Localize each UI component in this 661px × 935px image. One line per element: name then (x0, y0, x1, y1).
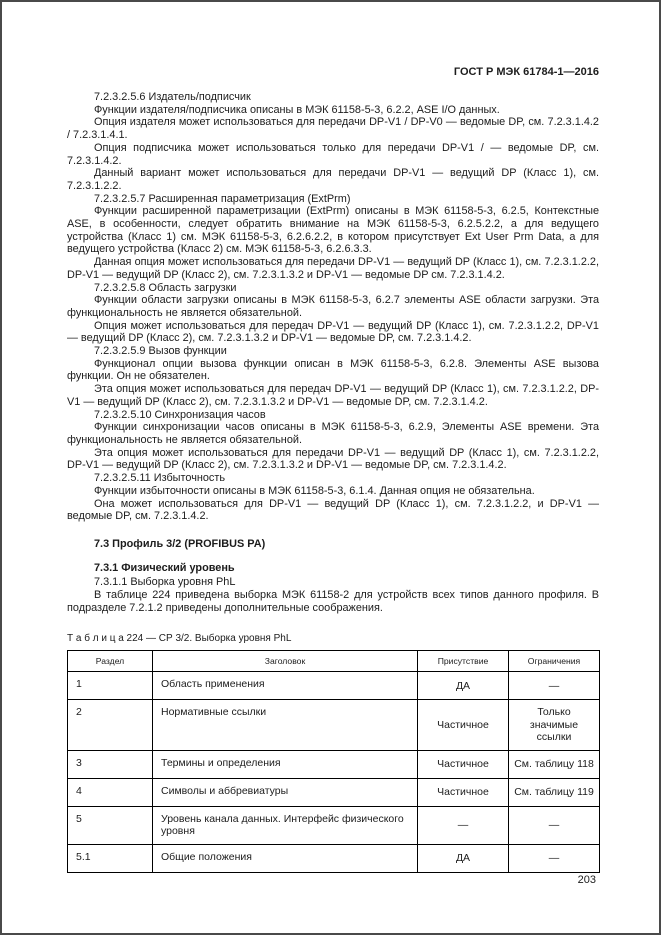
table-cell: См. таблицу 119 (509, 778, 600, 806)
table-header-cell: Ограничения (509, 651, 600, 672)
table-cell: ДА (418, 844, 509, 872)
paragraph: Функции расширенной параметризации (ExtPrm) описаны в МЭК 61158-5-3, 6.2.5, Контекстные ASE, в особенности, следует обратить внимание на МЭК 61158-5-3, 6.2.5.2.2, а для ведущего устройства (Класс 1) см. МЭК 61158-5-3, 6.2.6.2.2, в котором присутствует Ext User Prm Data, а для ведущего устройства (Класс 2) см. МЭК 61158-5-3, 6.2.6.3.3. (67, 205, 599, 256)
paragraph: Опция подписчика может использоваться только для передачи DP-V1 / — ведомые DP, см. 7.2.3.1.4.2. (67, 141, 599, 167)
table-cell: Частичное (418, 750, 509, 778)
table-cell: Уровень канала данных. Интерфейс физического уровня (153, 806, 418, 844)
paragraph: Функции синхронизации часов описаны в МЭК 61158-5-3, 6.2.9, Элементы ASE времени. Эта функциональность не является обязательной. (67, 421, 599, 446)
table-row (68, 672, 600, 700)
table-cell: ДА (418, 672, 509, 700)
table-cell: 5.1 (68, 844, 153, 872)
table-cell: 1 (68, 672, 153, 700)
paragraph: Она может использоваться для DP-V1 — ведущий DP (Класс 1), см. 7.2.3.1.2.2, и DP-V1 — ведомые DP, см. 7.2.3.1.4.2. (67, 497, 599, 523)
section-heading: 7.2.3.2.5.7 Расширенная параметризация (ExtPrm) (94, 192, 351, 205)
table-row (68, 806, 600, 844)
table-cell: — (509, 844, 600, 872)
paragraph: Функции избыточности описаны в МЭК 61158-5-3, 6.1.4. Данная опция не обязательна. (94, 484, 535, 497)
table-row (68, 700, 600, 751)
table-cell: — (418, 806, 509, 844)
table-cell: Термины и определения (153, 750, 418, 778)
table-row (68, 778, 600, 806)
section-heading-7-3-1-1: 7.3.1.1 Выборка уровня PhL (94, 576, 236, 589)
section-heading: 7.2.3.2.5.8 Область загрузки (94, 281, 237, 294)
table-cell: Область применения (153, 672, 418, 700)
table-cell: Нормативные ссылки (153, 700, 418, 751)
table-header-cell: Заголовок (153, 651, 418, 672)
table-cell: — (509, 806, 600, 844)
table-header-cell: Присутствие (418, 651, 509, 672)
section-heading-7-3: 7.3 Профиль 3/2 (PROFIBUS PA) (94, 537, 266, 550)
table-cell: Символы и аббревиатуры (153, 778, 418, 806)
paragraph: Эта опция может использоваться для передач DP-V1 — ведущий DP (Класс 1), см. 7.2.3.1.2.2, DP-V1 — ведущий DP (Класс 2), см. 7.2.3.1.3.2 и DP-V1 — ведомые DP, см. 7.2.3.1.4.2. (67, 383, 599, 408)
table-cell: 3 (68, 750, 153, 778)
table-cell: 4 (68, 778, 153, 806)
table-row (68, 844, 600, 872)
paragraph: Эта опция может использоваться для передачи DP-V1 — ведущий DP (Класс 1), см. 7.2.3.1.2.2, DP-V1 — ведущий DP (Класс 2), см. 7.2.3.1.3.2 и DP-V1 — ведомые DP, см. 7.2.3.1.4.2. (67, 446, 599, 472)
paragraph: Функции области загрузки описаны в МЭК 61158-5-3, 6.2.7 элементы ASE области загрузки. Эта функциональность не является обязательной. (67, 294, 599, 319)
page-content (67, 66, 599, 873)
section-heading-7-3-1: 7.3.1 Физический уровень (94, 561, 235, 574)
table-cell: Частичное (418, 778, 509, 806)
paragraph: Функционал опции вызова функции описан в МЭК 61158-5-3, 6.2.8. Элементы ASE вызова функции. Он не обязателен. (67, 357, 599, 383)
table-header-row (68, 651, 600, 672)
paragraph: Опция может использоваться для передач DP-V1 — ведущий DP (Класс 1), см. 7.2.3.1.2.2, DP-V1 — ведущий DP (Класс 2), см. 7.2.3.1.3.2 и DP-V1 — ведомые DP, см. 7.2.3.1.4.2. (67, 319, 599, 345)
table-cell: 5 (68, 806, 153, 844)
section-heading: 7.2.3.2.5.9 Вызов функции (94, 345, 227, 358)
page-number: 203 (577, 874, 596, 886)
document-header: ГОСТ Р МЭК 61784-1—2016 (453, 66, 599, 78)
paragraph: Функции издателя/подписчика описаны в МЭК 61158-5-3, 6.2.2, ASE I/O данных. (94, 103, 500, 116)
section-heading: 7.2.3.2.5.10 Синхронизация часов (94, 408, 266, 421)
section-heading: 7.2.3.2.5.6 Издатель/подписчик (94, 91, 251, 103)
paragraph: Опция издателя может использоваться для передачи DP-V1 / DP-V0 — ведомые DP, см. 7.2.3.1.4.2 / 7.2.3.1.4.1. (67, 116, 599, 142)
table-cell: — (509, 672, 600, 700)
table-cell: См. таблицу 118 (509, 750, 600, 778)
table-caption: Т а б л и ц а 224 — СР 3/2. Выборка уровня PhL (67, 633, 292, 645)
table-cell: Общие положения (153, 844, 418, 872)
paragraph: В таблице 224 приведена выборка МЭК 61158-2 для устройств всех типов данного профиля. В подразделе 7.2.1.2 приведены дополнительные соображения. (67, 589, 599, 614)
section-heading: 7.2.3.2.5.11 Избыточность (94, 472, 226, 485)
table-cell: 2 (68, 700, 153, 751)
table-cell: Частичное (418, 700, 509, 751)
paragraph: Данная опция может использоваться для передачи DP-V1 — ведущий DP (Класс 1), см. 7.2.3.1.2.2, DP-V1 — ведущий DP (Класс 2), см. 7.2.3.1.3.2 и DP-V1 — ведомые DP см. 7.2.3.1.4.2. (67, 256, 599, 281)
table-header-cell: Раздел (68, 651, 153, 672)
paragraph: Данный вариант может использоваться для передачи DP-V1 — ведущий DP (Класс 1), см. 7.2.3.1.2.2. (67, 167, 599, 192)
table-cell: Только значимые ссылки (509, 700, 600, 751)
table-row (68, 750, 600, 778)
selection-table (67, 650, 600, 873)
